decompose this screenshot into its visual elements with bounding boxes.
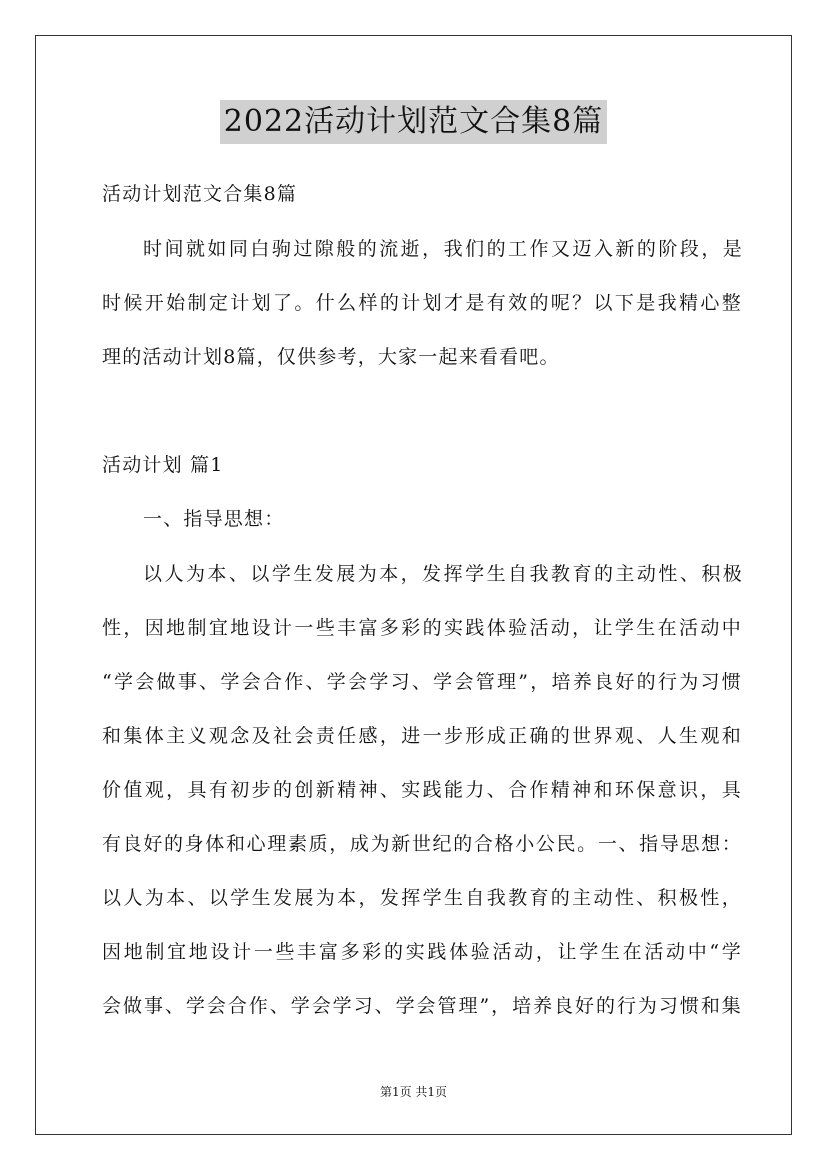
section-heading: 活动计划 篇1 xyxy=(102,454,224,476)
body-line-7: 以人为本、以学生发展为本，发挥学生自我教育的主动性、积极性， xyxy=(102,887,742,909)
intro-line-3: 理的活动计划8篇，仅供参考，大家一起来看看吧。 xyxy=(102,346,560,368)
body-line-8: 因地制宜地设计一些丰富多彩的实践体验活动，让学生在活动中“学 xyxy=(102,941,742,963)
document-subtitle: 活动计划范文合集8篇 xyxy=(102,183,298,205)
body-line-1: 以人为本、以学生发展为本，发挥学生自我教育的主动性、积极 xyxy=(143,563,743,585)
body-line-2: 性，因地制宜地设计一些丰富多彩的实践体验活动，让学生在活动中 xyxy=(102,617,742,639)
body-line-5: 价值观，具有初步的创新精神、实践能力、合作精神和环保意识，具 xyxy=(102,779,742,801)
body-line-6: 有良好的身体和心理素质，成为新世纪的合格小公民。一、指导思想： xyxy=(102,833,742,855)
body-line-4: 和集体主义观念及社会责任感，进一步形成正确的世界观、人生观和 xyxy=(102,725,742,747)
intro-line-1: 时间就如同白驹过隙般的流逝，我们的工作又迈入新的阶段，是 xyxy=(143,238,743,260)
body-line-9: 会做事、学会合作、学会学习、学会管理”，培养良好的行为习惯和集 xyxy=(102,995,742,1017)
item-heading: 一、指导思想： xyxy=(143,508,285,530)
page-footer: 第1页 共1页 xyxy=(379,1085,448,1099)
intro-line-2: 时候开始制定计划了。什么样的计划才是有效的呢？以下是我精心整 xyxy=(102,292,742,314)
body-line-3: “学会做事、学会合作、学会学习、学会管理”，培养良好的行为习惯 xyxy=(102,671,742,693)
document-title: 2022活动计划范文合集8篇 xyxy=(220,100,607,144)
document-title-wrapper xyxy=(0,100,827,144)
